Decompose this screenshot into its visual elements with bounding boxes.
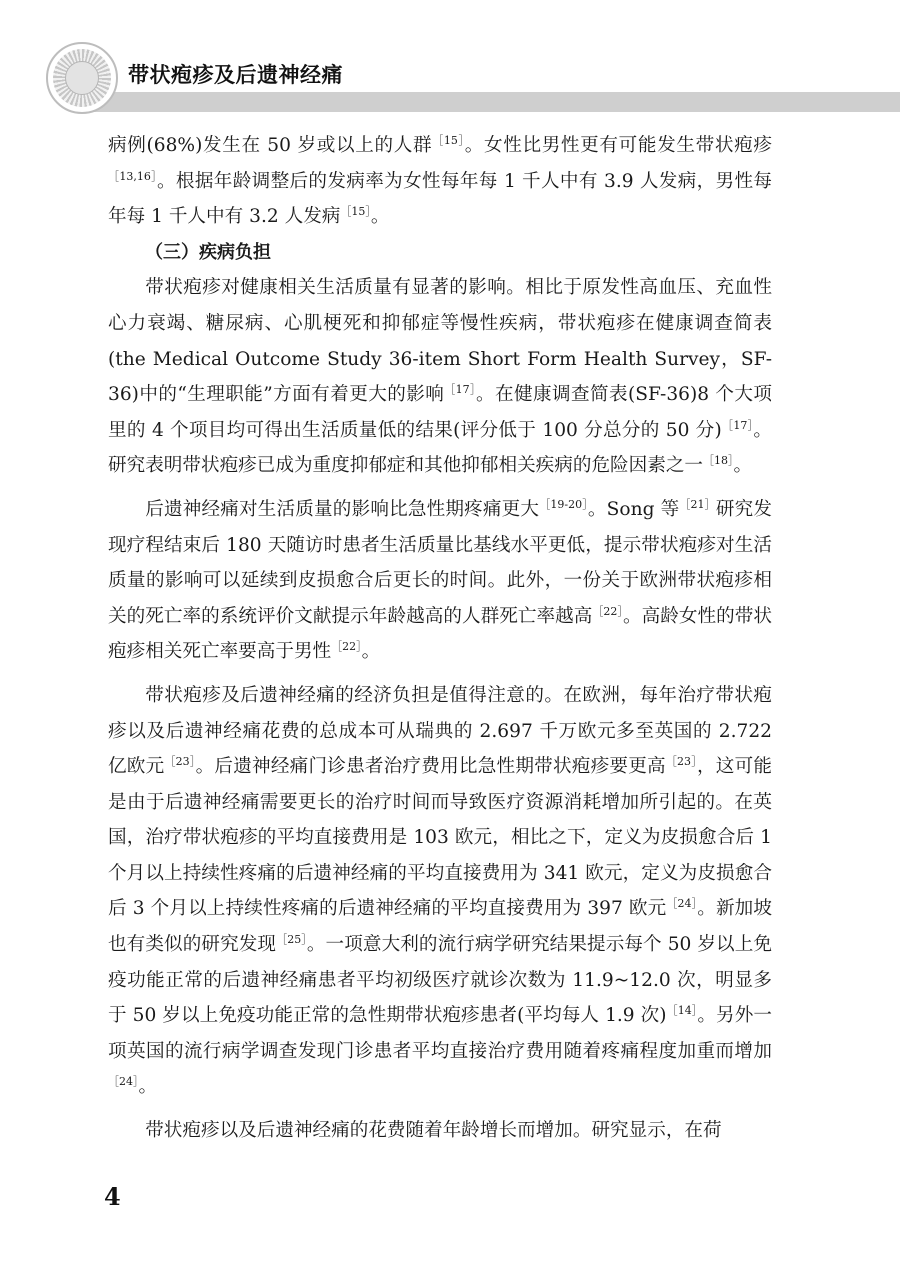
citation: ［23］ — [164, 755, 196, 769]
section-heading: （三）疾病负担 — [145, 241, 271, 263]
citation: ［17］ — [444, 383, 476, 397]
text-run: 。另外一项英国的流行病学调查发现门诊患者平均直接治疗费用随着疼痛程度加重而增加 — [108, 1005, 772, 1062]
text-run: 。 — [370, 206, 390, 228]
text-run: 。 — [361, 641, 381, 663]
text-run: ，这可能是由于后遗神经痛需要更长的治疗时间而导致医疗资源消耗增加所引起的。在英国，治疗带状疱疹的平均直接费用是 103 欧元，相比之下，定义为皮损愈合后 1 个月以上持续性疼痛的后遗神经痛的平均直接费用为 341 欧元，定义为皮损愈合后 3 个月以上持续性疼痛的后遗神经痛的平均直接费用为 397 欧元 — [108, 756, 772, 920]
citation: ［21］ — [679, 497, 716, 511]
paragraph-age-cost — [108, 1113, 772, 1149]
citation: ［19-20］ — [539, 497, 588, 511]
text-run: 研究发现疗程结束后 180 天随访时患者生活质量比基线水平更低，提示带状疱疹对生活质量的影响可以延续到皮损愈合后更长的时间。此外，一份关于欧洲带状疱疹相关的死亡率的系统评价文献提示年龄越高的人群死亡率越高 — [108, 498, 772, 627]
citation: ［15］ — [432, 134, 465, 147]
citation: ［18］ — [703, 454, 734, 468]
citation: ［13,16］ — [108, 169, 157, 183]
citation: ［15］ — [340, 205, 371, 219]
paragraph-pain-impact — [108, 492, 772, 670]
text-run: 带状疱疹以及后遗神经痛的花费随着年龄增长而增加。研究显示，在荷 — [145, 1120, 722, 1142]
text-run: 。新加坡也有类似的研究发现 — [108, 898, 772, 956]
citation: ［14］ — [666, 1004, 698, 1018]
text-run: 带状疱疹对健康相关生活质量有显著的影响。相比于原发性高血压、充血性心力衰竭、糖尿病、心肌梗死和抑郁症等慢性疾病，带状疱疹在健康调查简表(the Medical Outcome Study 36-item Short Form Health Survey，SF-36)中的“生理职能”方面有着更大的影响 — [108, 277, 772, 406]
running-header-title: 带状疱疹及后遗神经痛 — [128, 63, 343, 87]
text-run: 。在健康调查简表(SF-36)8 个大项里的 4 个项目均可得出生活质量低的结果(评分低于 100 分总分的 50 分) — [108, 384, 772, 441]
citation: ［24］ — [666, 897, 698, 911]
paragraph-incidence — [108, 128, 772, 235]
text-run: 。女性比男性更有可能发生带状疱疹 — [464, 135, 772, 156]
text-run: 。后遗神经痛门诊患者治疗费用比急性期带状疱疹要更高 — [195, 756, 666, 778]
text-run: 后遗神经痛对生活质量的影响比急性期疼痛更大 — [145, 498, 540, 520]
citation: ［22］ — [331, 640, 362, 654]
paragraph-economic-burden — [108, 678, 772, 1105]
decorative-seal-icon — [46, 42, 118, 114]
page-content — [108, 128, 772, 1149]
page-number: 4 — [104, 1182, 121, 1211]
header-bar — [92, 92, 900, 112]
citation: ［25］ — [276, 933, 307, 947]
text-run: 。一项意大利的流行病学研究结果提示每个 50 岁以上免疫功能正常的后遗神经痛患者平均初级医疗就诊次数为 11.9~12.0 次，明显多于 50 岁以上免疫功能正常的急性期带状疱疹患者(平均每人 1.9 次) — [108, 934, 772, 1027]
text-run: 。 — [733, 455, 753, 477]
text-run: 。根据年龄调整后的发病率为女性每年每 1 千人中有 3.9 人发病，男性每年每 1 千人中有 3.2 人发病 — [108, 170, 772, 228]
text-run: 。研究表明带状疱疹已成为重度抑郁症和其他抑郁相关疾病的危险因素之一 — [108, 419, 773, 477]
paragraph-quality-of-life — [108, 270, 772, 484]
text-run: 。Song 等 — [587, 498, 680, 520]
citation: ［23］ — [665, 755, 697, 769]
citation: ［22］ — [592, 604, 623, 618]
text-run: 带状疱疹及后遗神经痛的经济负担是值得注意的。在欧洲，每年治疗带状疱疹以及后遗神经痛花费的总成本可从瑞典的 2.697 千万欧元多至英国的 2.722 亿欧元 — [108, 684, 772, 778]
text-run: 病例(68%)发生在 50 岁或以上的人群 — [108, 135, 433, 156]
text-run: 。 — [138, 1076, 158, 1098]
citation: ［17］ — [721, 418, 754, 432]
citation: ［24］ — [108, 1075, 139, 1089]
text-run: 。高龄女性的带状疱疹相关死亡率要高于男性 — [108, 605, 772, 663]
